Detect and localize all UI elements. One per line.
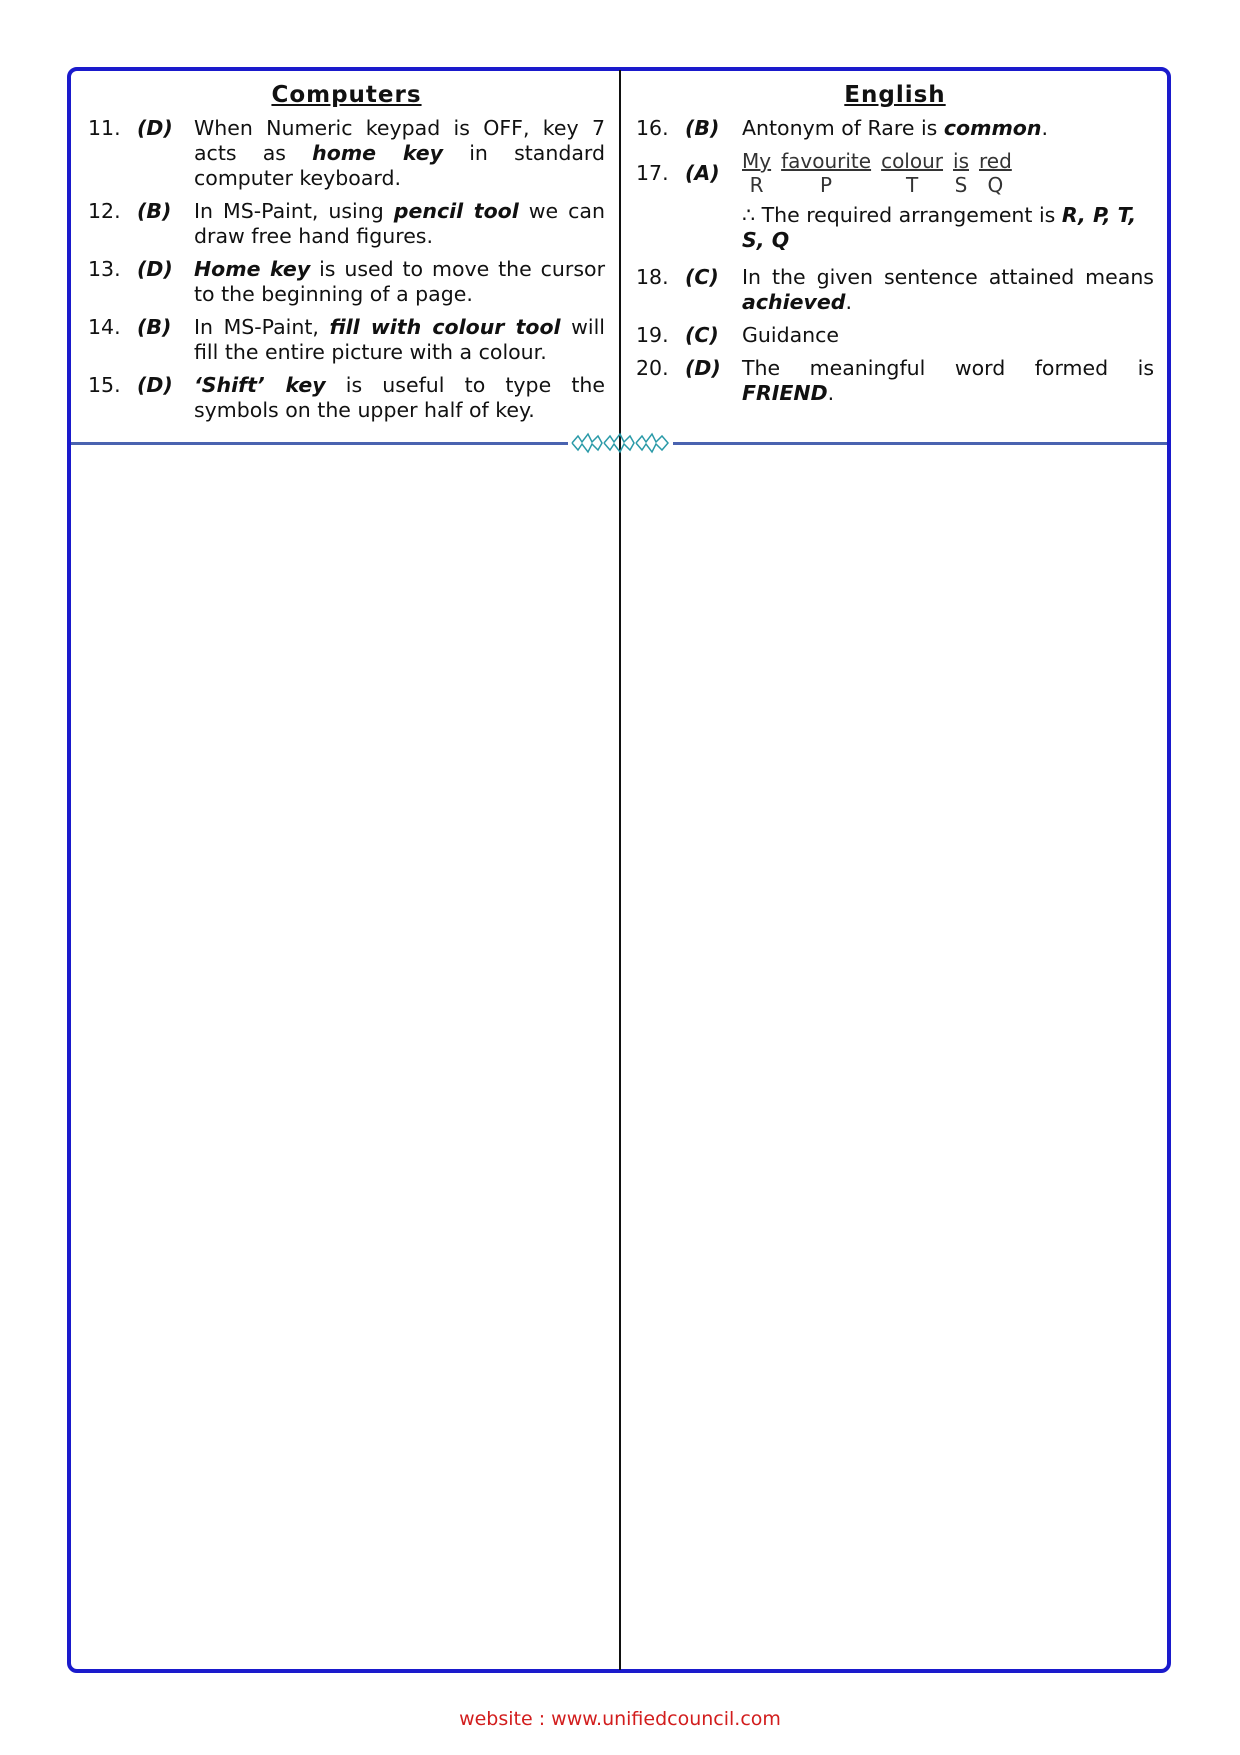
text-run: is useful to type the symbols on the upper half of key. xyxy=(194,373,605,422)
question-number: 19. xyxy=(636,323,669,347)
text-run: In the given sentence attained means xyxy=(742,265,1154,289)
explanation-text xyxy=(742,116,1154,141)
section-heading-computers: Computers xyxy=(271,82,422,108)
english-column xyxy=(636,80,1154,414)
answer-item-11 xyxy=(88,116,605,191)
letter: T xyxy=(905,173,919,197)
letter: S xyxy=(954,173,968,197)
text-run: we can draw free hand figures. xyxy=(194,199,605,248)
text-run: . xyxy=(827,381,835,405)
answer-option: (B) xyxy=(685,116,720,140)
answer-item-14 xyxy=(88,315,605,365)
answer-option: (C) xyxy=(685,265,719,289)
answer-option: (D) xyxy=(137,257,173,281)
word-letter-pair xyxy=(953,149,969,197)
text-run: The meaningful word formed is xyxy=(742,356,1154,380)
answer-option: (D) xyxy=(137,373,173,397)
emphasis-text: home key xyxy=(312,141,444,165)
question-number: 15. xyxy=(88,373,121,397)
text-run: In MS-Paint, xyxy=(194,315,330,339)
word: colour xyxy=(881,149,944,173)
answer-option: (C) xyxy=(685,323,719,347)
question-number: 18. xyxy=(636,265,669,289)
section-heading-english: English xyxy=(844,82,946,108)
word: My xyxy=(742,149,772,173)
letter: P xyxy=(820,173,833,197)
website-footer: website : www.unifiedcouncil.com xyxy=(459,1708,781,1730)
emphasis-text: common xyxy=(943,116,1042,140)
emphasis-text: FRIEND xyxy=(742,381,828,405)
arrangement-conclusion xyxy=(742,203,1154,253)
text-run: When Numeric keypad is OFF, key 7 acts as xyxy=(194,116,605,165)
answer-item-17 xyxy=(636,149,1154,197)
text-run: In MS-Paint, using xyxy=(194,199,394,223)
emphasis-text: fill with colour tool xyxy=(329,315,561,339)
answer-item-20 xyxy=(636,356,1154,406)
answer-item-16 xyxy=(636,116,1154,141)
text-run: Guidance xyxy=(742,323,840,347)
explanation-text xyxy=(194,373,605,423)
word-letter-pair xyxy=(979,149,1012,197)
section-divider-left xyxy=(71,442,568,445)
question-number: 11. xyxy=(88,116,121,140)
letter: Q xyxy=(987,173,1004,197)
word: favourite xyxy=(781,149,872,173)
word: is xyxy=(953,149,969,173)
question-number: 16. xyxy=(636,116,669,140)
answer-option: (B) xyxy=(137,315,172,339)
therefore-symbol: ∴ xyxy=(742,203,756,227)
emphasis-text: pencil tool xyxy=(393,199,519,223)
question-number: 17. xyxy=(636,161,669,185)
text-run: is used to move the cursor to the beginning of a page. xyxy=(194,257,606,306)
divider-ornament-icon xyxy=(570,428,670,458)
explanation-text xyxy=(742,323,1154,348)
question-number: 12. xyxy=(88,199,121,223)
word-letter-pair xyxy=(781,149,871,197)
word: red xyxy=(979,149,1012,173)
text-run: . xyxy=(845,290,852,314)
emphasis-text: ‘Shift’ key xyxy=(194,373,326,397)
text-run: will fill the entire picture with a colour. xyxy=(194,315,605,364)
answer-item-19 xyxy=(636,323,1154,348)
text-run: Antonym of Rare is xyxy=(742,116,944,140)
explanation-text xyxy=(742,265,1154,315)
column-divider xyxy=(619,70,621,1670)
emphasis-text: achieved xyxy=(742,290,846,314)
emphasis-text: Home key xyxy=(194,257,311,281)
computers-column xyxy=(88,80,605,431)
explanation-text xyxy=(742,356,1154,406)
letter: R xyxy=(749,173,764,197)
answer-option: (B) xyxy=(137,199,172,223)
answer-option: (A) xyxy=(685,161,720,185)
explanation-text xyxy=(194,315,605,365)
word-letter-pair xyxy=(742,149,771,197)
arrangement-answer: R, P, T, S, Q xyxy=(742,203,1137,252)
section-divider-right xyxy=(673,442,1167,445)
question-number: 13. xyxy=(88,257,121,281)
answer-item-13 xyxy=(88,257,605,307)
question-number: 20. xyxy=(636,356,669,380)
answer-option: (D) xyxy=(137,116,173,140)
explanation-text xyxy=(194,257,605,307)
text-run: . xyxy=(1041,116,1049,140)
explanation-text xyxy=(194,116,605,191)
arrangement-text: The required arrangement is xyxy=(755,203,1062,227)
word-letter-pair xyxy=(881,149,943,197)
text-run: in standard computer keyboard. xyxy=(194,141,606,190)
answer-option: (D) xyxy=(685,356,721,380)
question-number: 14. xyxy=(88,315,121,339)
answer-item-18 xyxy=(636,265,1154,315)
answer-item-12 xyxy=(88,199,605,249)
word-letter-map xyxy=(742,149,1154,197)
answer-item-15 xyxy=(88,373,605,423)
explanation-text xyxy=(194,199,605,249)
